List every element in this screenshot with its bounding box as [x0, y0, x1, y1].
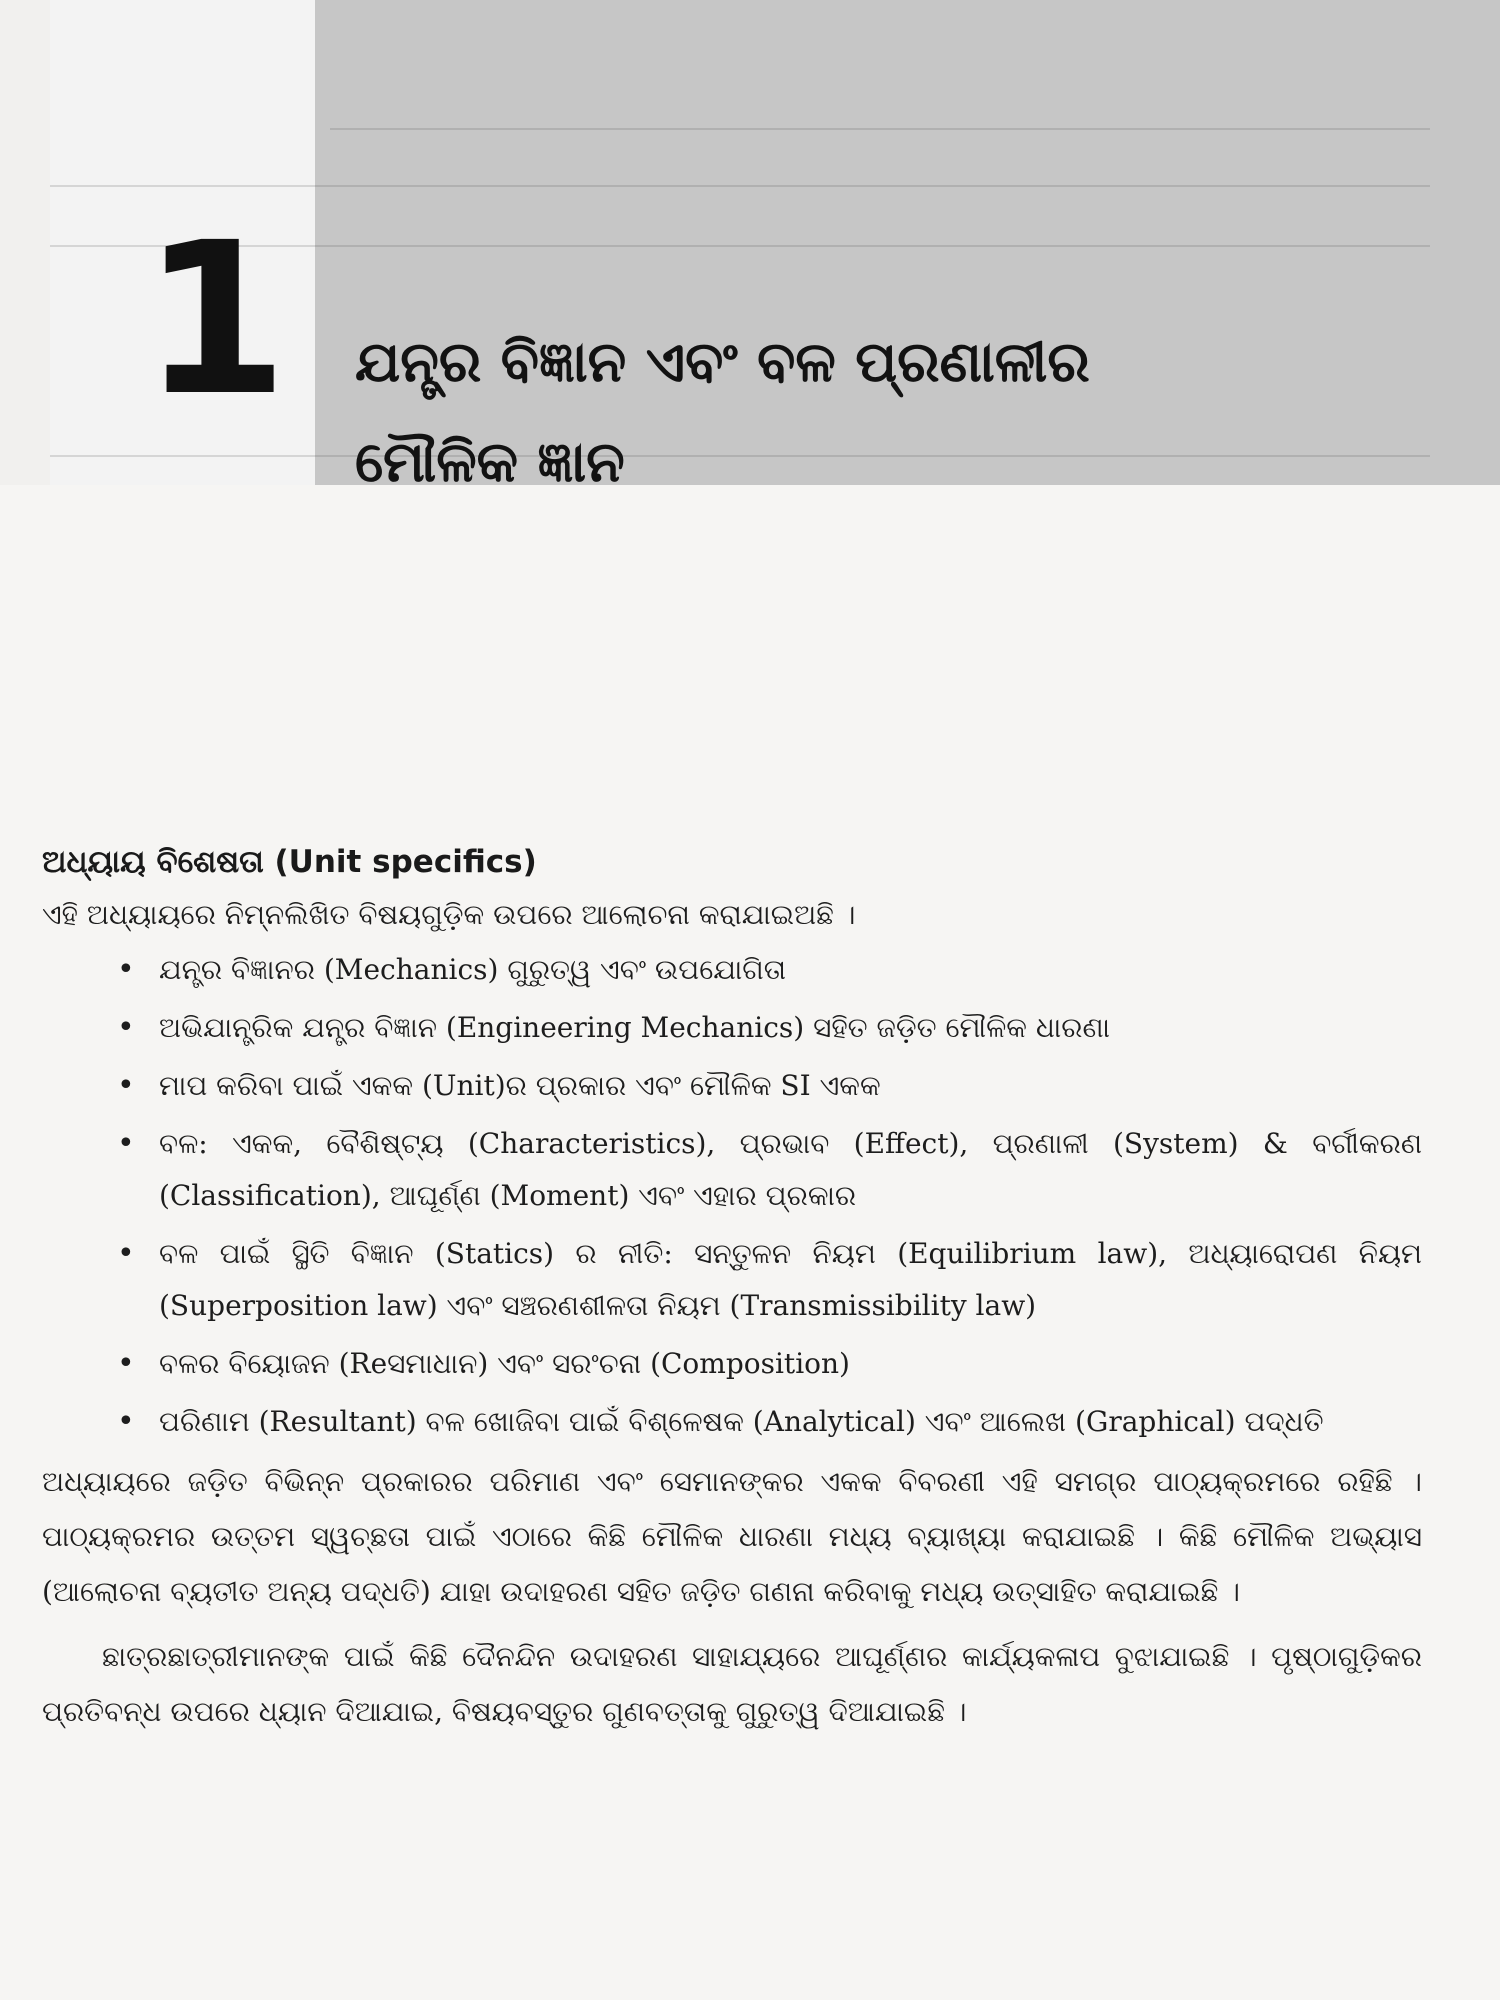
unit-specifics-list — [42, 944, 1422, 1448]
bullet-icon: • — [117, 1126, 135, 1161]
unit-specifics-heading-english: (Unit specifics) — [274, 844, 537, 880]
list-item — [117, 1396, 1422, 1448]
list-item — [117, 1002, 1422, 1054]
list-item-text: ବଳର ବିୟୋଜନ (Reସମାଧାନ) ଏବଂ ସରଂଚନା (Composition) — [159, 1347, 850, 1380]
list-item — [117, 944, 1422, 996]
list-item — [117, 1228, 1422, 1332]
bullet-icon: • — [117, 1010, 135, 1045]
bullet-icon: • — [117, 1068, 135, 1103]
header-left-margin — [0, 0, 50, 485]
bullet-icon: • — [117, 1236, 135, 1271]
list-item-text: ମାପ କରିବା ପାଇଁ ଏକକ (Unit)ର ପ୍ରକାର ଏବଂ ମୌଳିକ SI ଏକକ — [159, 1069, 881, 1102]
list-item-text: ଅଭିଯାନ୍ତ୍ରିକ ଯନ୍ତ୍ର ବିଜ୍ଞାନ (Engineering Mechanics) ସହିତ ଜଡ଼ିତ ମୌଳିକ ଧାରଣା — [159, 1011, 1110, 1044]
bleed-through-line — [330, 128, 1430, 130]
list-item-text: ଯନ୍ତ୍ର ବିଜ୍ଞାନର (Mechanics) ଗୁରୁତ୍ୱ ଏବଂ ଉପଯୋଗିତା — [159, 953, 786, 986]
bleed-through-line — [50, 185, 1430, 187]
chapter-title — [355, 313, 1435, 513]
unit-specifics-intro: ଏହି ଅଧ୍ୟାୟରେ ନିମ୍ନଲିଖିତ ବିଷୟଗୁଡ଼ିକ ଉପରେ ଆଲୋଚନା କରାଯାଇଅଛି । — [42, 898, 856, 931]
body-paragraph-2: ଛାତ୍ରଛାତ୍ରୀମାନଙ୍କ ପାଇଁ କିଛି ଦୈନନ୍ଦିନ ଉଦାହରଣ ସାହାଯ୍ୟରେ ଆଘୂର୍ଣ୍ଣର କାର୍ଯ୍ୟକଳାପ ବୁଝାଯାଇଛି । ପୃଷ୍ଠାଗୁଡ଼ିକର ପ୍ରତିବନ୍ଧ ଉପରେ ଧ୍ୟାନ ଦିଆଯାଇ, ବିଷୟବସ୍ତୁର ଗୁଣବତ୍ତାକୁ ଗୁରୁତ୍ୱ ଦିଆଯାଇଛି । — [42, 1640, 1422, 1728]
list-item-text: ବଳ: ଏକକ, ବୈଶିଷ୍ଟ୍ୟ (Characteristics), ପ୍ରଭାବ (Effect), ପ୍ରଣାଳୀ (System) & ବର୍ଗୀକରଣ (Classification), ଆଘୂର୍ଣ୍ଣ (Moment) ଏବଂ ଏହାର ପ୍ରକାର — [159, 1127, 1422, 1212]
bullet-icon: • — [117, 1404, 135, 1439]
unit-specifics-heading-odia: ଅଧ୍ୟାୟ ବିଶେଷତା — [42, 844, 264, 880]
chapter-title-line-1: ଯନ୍ତ୍ର ବିଜ୍ଞାନ ଏବଂ ବଳ ପ୍ରଣାଳୀର — [355, 329, 1090, 395]
bullet-icon: • — [117, 1346, 135, 1381]
list-item — [117, 1060, 1422, 1112]
list-item-text: ପରିଣାମ (Resultant) ବଳ ଖୋଜିବା ପାଇଁ ବିଶ୍ଳେଷକ (Analytical) ଏବଂ ଆଲେଖ (Graphical) ପଦ୍ଧତି — [159, 1405, 1324, 1438]
list-item-text: ବଳ ପାଇଁ ସ୍ଥିତି ବିଜ୍ଞାନ (Statics) ର ନୀତି: ସନ୍ତୁଳନ ନିୟମ (Equilibrium law), ଅଧ୍ୟାରୋପଣ ନିୟମ (Superposition law) ଏବଂ ସଞ୍ଚରଣଶୀଳତା ନିୟମ (Transmissibility law) — [159, 1237, 1422, 1322]
list-item — [117, 1338, 1422, 1390]
unit-specifics-heading — [42, 840, 1422, 884]
main-content — [42, 840, 1422, 1739]
chapter-number: 1 — [141, 197, 289, 442]
list-item — [117, 1118, 1422, 1222]
bullet-icon: • — [117, 952, 135, 987]
body-paragraph-1: ଅଧ୍ୟାୟରେ ଜଡ଼ିତ ବିଭିନ୍ନ ପ୍ରକାରର ପରିମାଣ ଏବଂ ସେମାନଙ୍କର ଏକକ ବିବରଣୀ ଏହି ସମଗ୍ର ପାଠ୍ୟକ୍ରମରେ ରହିଛି । ପାଠ୍ୟକ୍ରମର ଉତ୍ତମ ସ୍ୱଚ୍ଛତା ପାଇଁ ଏଠାରେ କିଛି ମୌଳିକ ଧାରଣା ମଧ୍ୟ ବ୍ୟାଖ୍ୟା କରାଯାଇଛି । କିଛି ମୌଳିକ ଅଭ୍ୟାସ (ଆଲୋଚନା ବ୍ୟତୀତ ଅନ୍ୟ ପଦ୍ଧତି) ଯାହା ଉଦାହରଣ ସହିତ ଜଡ଼ିତ ଗଣନା କରିବାକୁ ମଧ୍ୟ ଉତ୍ସାହିତ କରାଯାଇଛି । — [42, 1465, 1422, 1608]
chapter-title-line-2: ମୌଳିକ ଜ୍ଞାନ — [355, 429, 625, 495]
